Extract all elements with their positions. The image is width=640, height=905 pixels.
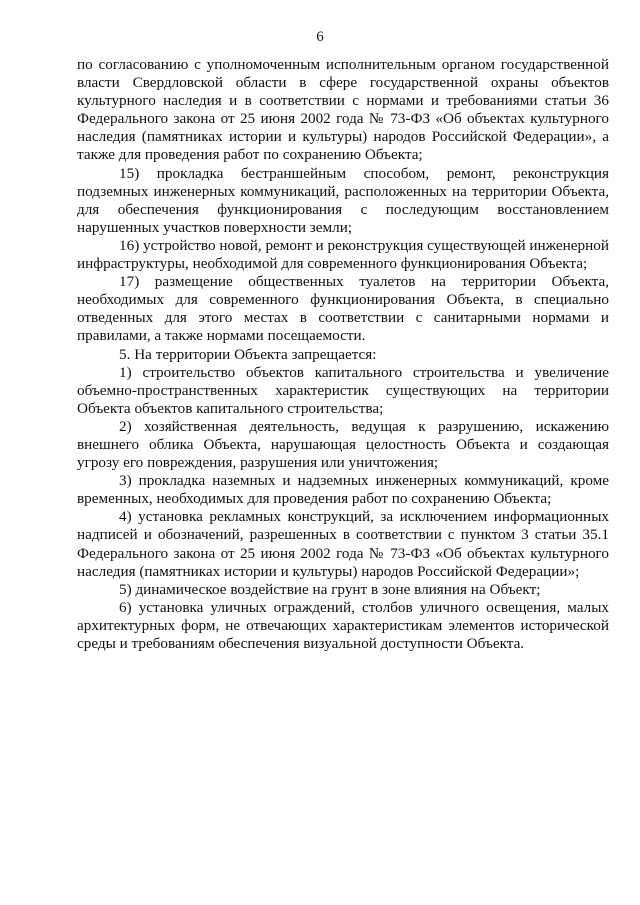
paragraph-continuation: по согласованию с уполномоченным исполнительным органом государственной власти Свердловской области в сфере государственной охраны объектов культурного наследия и в соответствии с нормами и требованиями статьи 36 Федерального закона от 25 июня 2002 года № 73-ФЗ «Об объектах культурного наследия (памятниках истории и культуры) народов Российской Федерации», а также для проведения работ по сохранению Объекта; [77, 56, 609, 164]
prohibition-item-6: 6) установка уличных ограждений, столбов уличного освещения, малых архитектурных форм, не отвечающих характеристикам элементов исторической среды и требованиям обеспечения визуальной доступности Объекта. [77, 598, 609, 652]
prohibition-item-5: 5) динамическое воздействие на грунт в зоне влияния на Объект; [119, 580, 541, 598]
paragraph-item-16: 16) устройство новой, ремонт и реконструкция существующей инженерной инфраструктуры, необходимой для современного функционирования Объекта; [77, 236, 609, 273]
page-number: 6 [316, 29, 324, 45]
prohibition-item-4: 4) установка рекламных конструкций, за исключением информационных надписей и обозначений, разрешенных в соответствии с пунктом 3 статьи 35.1 Федерального закона от 25 июня 2002 года № 73-ФЗ «Об объектах культурного наследия (памятниках истории и культуры) народов Российской Федерации»; [77, 508, 609, 580]
prohibition-item-3: 3) прокладка наземных и надземных инженерных коммуникаций, кроме временных, необходимых для проведения работ по сохранению Объекта; [77, 472, 609, 508]
paragraph-item-17: 17) размещение общественных туалетов на территории Объекта, необходимых для современного функционирования Объекта, в специально отведенных для этого местах в соответствии с санитарными нормами и правилами, а также нормами посещаемости. [77, 273, 609, 345]
document-body [77, 56, 609, 653]
prohibition-item-1: 1) строительство объектов капитального строительства и увеличение объемно-пространственных характеристик существующих на территории Объекта объектов капитального строительства; [77, 363, 609, 417]
paragraph-item-15: 15) прокладка бестраншейным способом, ремонт, реконструкция подземных инженерных коммуникаций, расположенных на территории Объекта, для обеспечения функционирования с последующим восстановлением нарушенных участков поверхности земли; [77, 164, 609, 236]
prohibition-item-2: 2) хозяйственная деятельность, ведущая к разрушению, искажению внешнего облика Объекта, нарушающая целостность Объекта и создающая угрозу его повреждения, разрушения или уничтожения; [77, 417, 609, 472]
section-5-heading: 5. На территории Объекта запрещается: [119, 345, 377, 363]
